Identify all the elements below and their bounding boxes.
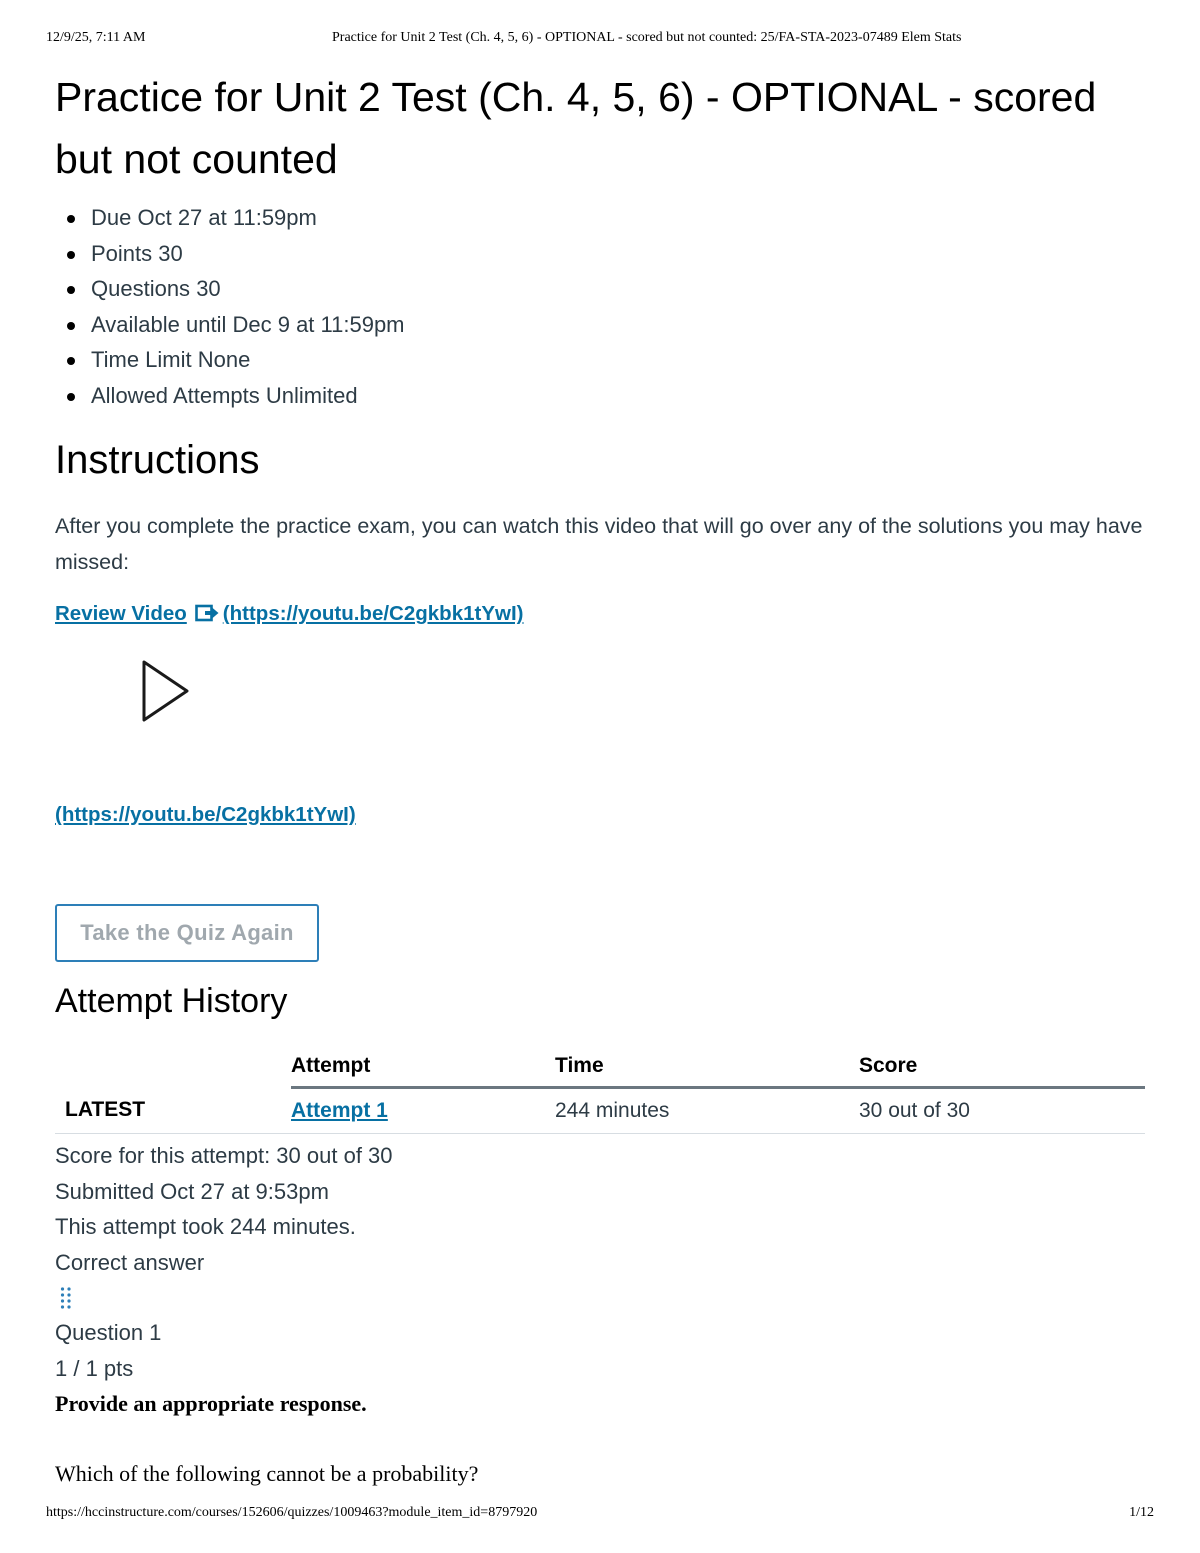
attempt-cell [291, 1088, 555, 1134]
detail-points [91, 236, 1145, 272]
video-embed[interactable] [55, 631, 1145, 781]
take-quiz-again-button[interactable]: Take the Quiz Again [55, 904, 319, 962]
attempt-history-heading: Attempt History [55, 982, 288, 1020]
external-link-icon [195, 603, 219, 631]
detail-allowed-attempts [91, 378, 1145, 414]
detail-label: Available [91, 311, 180, 337]
detail-value: 30 [158, 240, 183, 266]
attempt-duration-line: This attempt took 244 minutes. [55, 1214, 356, 1239]
attempt-details [55, 1138, 1145, 1386]
question-prompt: Provide an appropriate response. [55, 1391, 367, 1416]
detail-label: Due [91, 205, 132, 230]
page-title: Practice for Unit 2 Test (Ch. 4, 5, 6) - OPTIONAL - scored but not counted [55, 74, 1097, 182]
detail-label: Points [91, 240, 153, 266]
play-icon[interactable] [141, 659, 191, 728]
detail-questions [91, 271, 1145, 307]
review-video-link[interactable]: Review Video [55, 602, 187, 625]
detail-value: Unlimited [265, 382, 358, 408]
print-doc-title: Practice for Unit 2 Test (Ch. 4, 5, 6) - OPTIONAL - scored but not counted: 25/FA-STA-2023-07489 Elem Stats [332, 30, 962, 45]
correct-answer-label: Correct answer [55, 1249, 205, 1275]
embed-video-url-link[interactable]: (https://youtu.be/C2gkbk1tYwI) [55, 803, 356, 826]
review-video-link-row [55, 600, 1145, 631]
print-datetime: 12/9/25, 7:11 AM [46, 30, 146, 45]
detail-value: Oct 27 at 11:59pm [137, 205, 317, 230]
attempt-history-table [55, 1046, 1145, 1134]
embed-link-row [55, 801, 1145, 829]
drag-handle-icon[interactable] [55, 1280, 1145, 1315]
print-footer [46, 1505, 1154, 1523]
latest-tag: LATEST [55, 1088, 291, 1134]
detail-value: until Dec 9 at 11:59pm [186, 311, 405, 337]
detail-label: Time Limit [91, 347, 192, 372]
attempt-1-link[interactable]: Attempt 1 [291, 1099, 388, 1122]
question-text: Which of the following cannot be a probability? [55, 1461, 479, 1486]
detail-value: None [197, 347, 251, 372]
print-header [46, 30, 1154, 48]
table-row [55, 1088, 1145, 1134]
table-header-row [55, 1046, 1145, 1088]
question-number: Question 1 [55, 1320, 162, 1345]
column-header-time: Time [555, 1046, 859, 1088]
print-footer-url: https://hccinstructure.com/courses/152606/quizzes/1009463?module_item_id=8797920 [46, 1505, 538, 1520]
instructions-text: After you complete the practice exam, you can watch this video that will go over any of the solutions you may have missed: [55, 514, 1143, 574]
column-header-score: Score [859, 1046, 1145, 1088]
quiz-details-list [55, 200, 1145, 413]
column-header-attempt: Attempt [291, 1046, 555, 1088]
question-points: 1 / 1 pts [55, 1355, 134, 1381]
review-video-url-link[interactable]: (https://youtu.be/C2gkbk1tYwI) [222, 602, 524, 625]
detail-time-limit [91, 342, 1145, 378]
print-page-number: 1/12 [1129, 1505, 1154, 1520]
detail-label: Questions [91, 276, 191, 301]
column-header-blank [55, 1046, 291, 1088]
detail-due [91, 200, 1145, 236]
detail-available [91, 307, 1145, 343]
attempt-submitted-line: Submitted Oct 27 at 9:53pm [55, 1178, 329, 1204]
instructions-heading: Instructions [55, 438, 260, 482]
score-cell: 30 out of 30 [859, 1088, 1145, 1134]
time-cell: 244 minutes [555, 1088, 859, 1134]
detail-value: 30 [196, 276, 221, 301]
detail-label: Allowed Attempts [91, 382, 260, 408]
attempt-score-line: Score for this attempt: 30 out of 30 [55, 1143, 393, 1168]
main-content [55, 66, 1145, 1492]
